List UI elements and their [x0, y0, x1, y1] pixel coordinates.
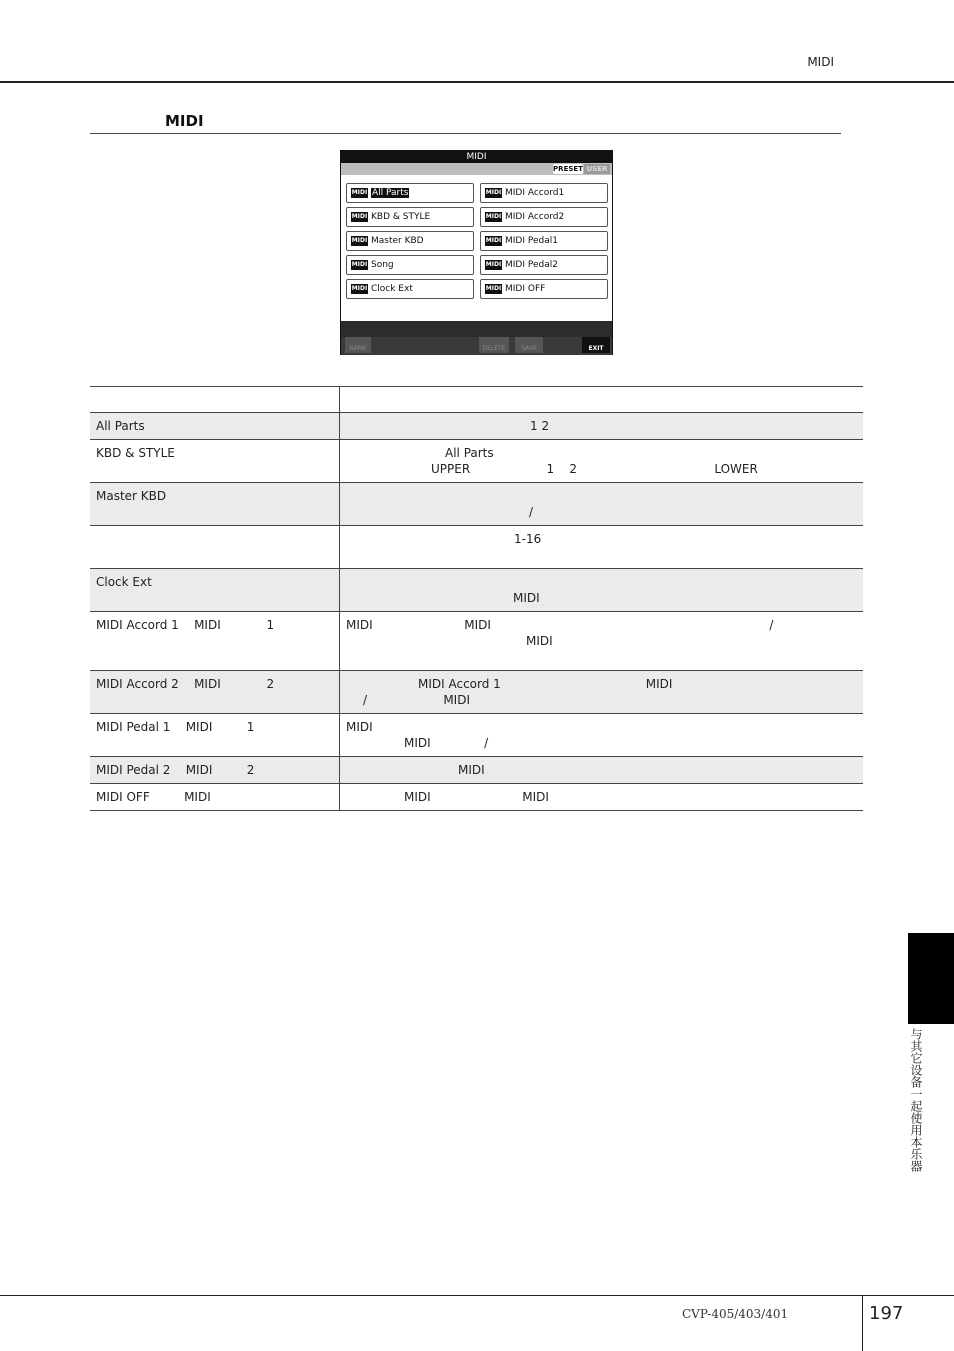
template-item-midi-off[interactable] [480, 279, 608, 299]
desc-line [346, 488, 857, 504]
table-row [90, 440, 863, 483]
chapter-tab-label: 与其它设备一起使用本乐器 [909, 1028, 923, 1172]
template-name-cell: MIDI Pedal 1 MIDI 1 [90, 714, 340, 757]
name-button[interactable]: NAME [345, 337, 371, 353]
template-item-label: MIDI Pedal2 [505, 260, 558, 270]
desc-line: MIDI [346, 720, 373, 734]
footer-divider [862, 1296, 863, 1351]
template-item-label: KBD & STYLE [371, 212, 431, 222]
template-name-cell: MIDI OFF MIDI [90, 784, 340, 811]
table-header-row [90, 387, 863, 413]
table-row [90, 714, 863, 757]
footer-rule [0, 1295, 954, 1296]
template-desc-cell [340, 526, 864, 569]
template-desc-cell [340, 569, 864, 612]
desc-line: / [529, 505, 534, 519]
table-row [90, 413, 863, 440]
template-desc-cell [340, 757, 864, 784]
template-description-table [90, 386, 863, 811]
template-desc-cell [340, 483, 864, 526]
table-row [90, 671, 863, 714]
section-heading: MIDI [165, 112, 204, 130]
desc-line: MIDI MIDI [404, 790, 549, 804]
midi-icon: MIDI [485, 213, 502, 220]
template-desc-cell [340, 671, 864, 714]
template-item-label: MIDI Accord2 [505, 212, 565, 222]
template-name-cell [90, 526, 340, 569]
table-row [90, 483, 863, 526]
section-rule [90, 133, 841, 134]
screen-title: MIDI [341, 151, 612, 163]
template-item-label: Clock Ext [371, 284, 413, 294]
template-item-label: MIDI Accord1 [505, 188, 565, 198]
screen-tab-bar [341, 163, 612, 175]
template-item-master-kbd[interactable] [346, 231, 474, 251]
template-list [341, 175, 612, 321]
template-name-cell: MIDI Accord 1 MIDI 1 [90, 612, 340, 671]
midi-icon: MIDI [485, 237, 502, 244]
template-item-all-parts[interactable] [346, 183, 474, 203]
template-desc-cell [340, 612, 864, 671]
template-name-cell: MIDI Accord 2 MIDI 2 [90, 671, 340, 714]
midi-icon: MIDI [351, 285, 368, 292]
template-item-label: MIDI Pedal1 [505, 236, 558, 246]
desc-line: MIDI [513, 591, 540, 605]
exit-button[interactable]: EXIT [582, 337, 610, 353]
table-header-cell [340, 387, 864, 413]
midi-icon: MIDI [351, 261, 368, 268]
desc-line: All Parts [445, 446, 494, 460]
midi-icon: MIDI [351, 189, 368, 196]
midi-icon: MIDI [351, 213, 368, 220]
template-item-midi-accord2[interactable] [480, 207, 608, 227]
table-header-cell [90, 387, 340, 413]
table-row [90, 757, 863, 784]
desc-line: MIDI Accord 1 MIDI [418, 677, 673, 691]
save-button[interactable]: SAVE [515, 337, 543, 353]
template-item-song[interactable] [346, 255, 474, 275]
template-name-cell: All Parts [90, 413, 340, 440]
template-item-kbd-style[interactable] [346, 207, 474, 227]
template-item-clock-ext[interactable] [346, 279, 474, 299]
midi-icon: MIDI [485, 189, 502, 196]
template-item-label: MIDI OFF [505, 284, 546, 294]
table-row [90, 526, 863, 569]
chapter-tab [908, 933, 954, 1024]
desc-line: MIDI [458, 763, 485, 777]
delete-button[interactable]: DELETE [479, 337, 509, 353]
template-item-label: All Parts [372, 188, 409, 198]
tab-preset[interactable]: PRESET [553, 165, 583, 173]
desc-line: MIDI MIDI / [346, 618, 774, 632]
template-name-cell: Clock Ext [90, 569, 340, 612]
template-item-midi-pedal2[interactable] [480, 255, 608, 275]
desc-line: 1 2 [530, 419, 550, 433]
table-row [90, 569, 863, 612]
desc-line: UPPER 1 2 LOWER [431, 462, 758, 476]
template-desc-cell [340, 784, 864, 811]
midi-icon: MIDI [485, 285, 502, 292]
tab-user[interactable]: USER [584, 164, 610, 174]
midi-icon: MIDI [485, 261, 502, 268]
desc-line [346, 574, 857, 590]
footer-model-name: CVP-405/403/401 [682, 1307, 789, 1321]
desc-line: MIDI / [404, 736, 489, 750]
template-item-midi-pedal1[interactable] [480, 231, 608, 251]
template-item-midi-accord1[interactable] [480, 183, 608, 203]
template-name-cell: Master KBD [90, 483, 340, 526]
page-number: 197 [869, 1303, 904, 1324]
template-item-label: Master KBD [371, 236, 424, 246]
midi-icon: MIDI [351, 237, 368, 244]
table-row [90, 784, 863, 811]
screen-strip [341, 321, 612, 337]
desc-line: MIDI [526, 634, 553, 648]
template-desc-cell [340, 440, 864, 483]
midi-template-screen [340, 150, 613, 355]
desc-line: 1-16 [514, 532, 542, 546]
template-name-cell: MIDI Pedal 2 MIDI 2 [90, 757, 340, 784]
screen-button-bar [341, 321, 612, 355]
template-name-cell: KBD & STYLE [90, 440, 340, 483]
template-item-label: Song [371, 260, 394, 270]
template-desc-cell [340, 714, 864, 757]
header-section-label: MIDI [807, 55, 834, 69]
table-row [90, 612, 863, 671]
desc-line: / MIDI [363, 693, 471, 707]
template-desc-cell [340, 413, 864, 440]
header-rule [0, 81, 954, 83]
